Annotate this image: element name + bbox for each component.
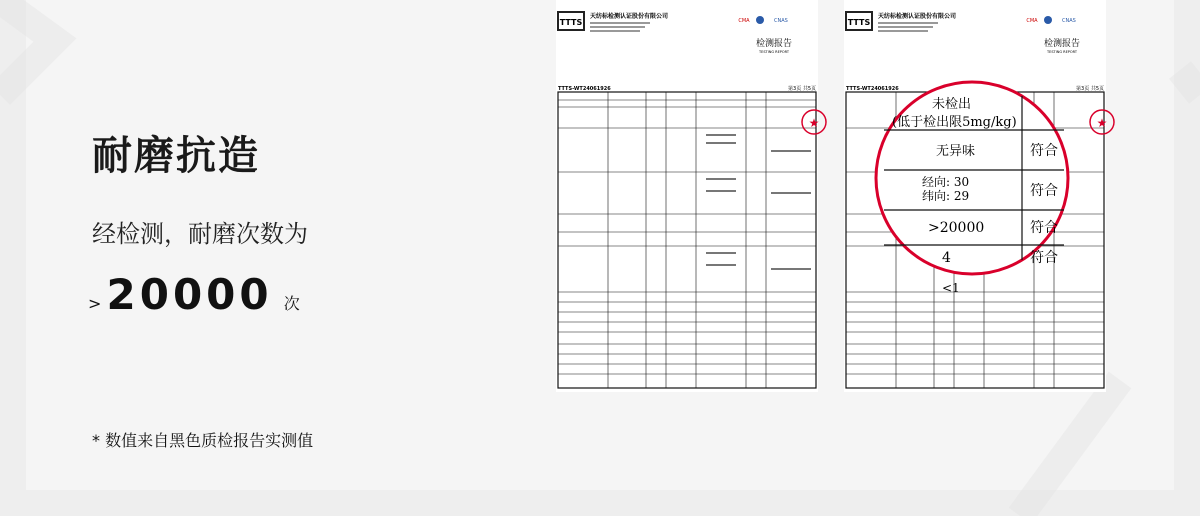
- abrasion-description: 经检测，耐磨次数为: [92, 220, 308, 248]
- svg-text:CNAS: CNAS: [774, 18, 788, 24]
- svg-text:TTTS: TTTS: [847, 18, 871, 27]
- footnote: * 数值来自黑色质检报告实测值: [92, 431, 314, 450]
- report-title: 检测报告: [755, 39, 793, 49]
- zoom-snag: 4: [942, 250, 951, 266]
- cert-marks: CMA: [738, 18, 750, 24]
- zoom-pass-4: 符合: [1030, 250, 1058, 266]
- report-number: TTTS-WT24061926: [558, 86, 611, 92]
- svg-text:天纺标检测认证股份有限公司: 天纺标检测认证股份有限公司: [878, 13, 957, 20]
- svg-text:CMA: CMA: [1026, 18, 1038, 24]
- svg-text:CNAS: CNAS: [1062, 18, 1076, 24]
- page-title: 耐磨抗造: [92, 133, 260, 179]
- page-number: 第3页 共5页: [788, 86, 816, 92]
- test-report-page: [556, 0, 818, 392]
- lab-logo-text: TTTS: [559, 18, 583, 27]
- value-prefix: >: [88, 294, 102, 313]
- magnifier-lens: [876, 82, 1068, 274]
- svg-text:★: ★: [1096, 116, 1108, 130]
- svg-text:★: ★: [808, 116, 820, 130]
- zoom-pass-2: 符合: [1030, 183, 1058, 199]
- svg-text:第3页 共5页: 第3页 共5页: [1076, 86, 1104, 92]
- value-unit: 次: [283, 294, 300, 313]
- zoom-formaldehyde: (低于检出限5mg/kg): [892, 115, 1017, 130]
- svg-text:TTTS-WT24061926: TTTS-WT24061926: [846, 86, 899, 92]
- test-report-magnified: [844, 0, 1106, 392]
- zoom-pilling-warp: 经向: 30: [922, 175, 970, 189]
- zoom-pass-3: 符合: [1030, 220, 1058, 236]
- abrasion-value: 20000: [106, 270, 273, 319]
- svg-text:TESTING REPORT: TESTING REPORT: [758, 50, 790, 54]
- svg-text:检测报告: 检测报告: [1043, 39, 1081, 49]
- zoom-pilling-weft: 纬向: 29: [922, 189, 970, 203]
- lab-name: 天纺标检测认证股份有限公司: [590, 13, 669, 20]
- zoom-last: <1: [942, 281, 960, 295]
- zoom-top: 未检出: [932, 97, 972, 112]
- svg-text:TESTING REPORT: TESTING REPORT: [1046, 50, 1078, 54]
- abrasion-value-row: [88, 270, 300, 319]
- zoom-abrasion: >20000: [928, 220, 985, 236]
- zoom-odor: 无异味: [936, 144, 976, 159]
- results-table: [558, 92, 816, 388]
- zoom-pass-1: 符合: [1030, 143, 1058, 159]
